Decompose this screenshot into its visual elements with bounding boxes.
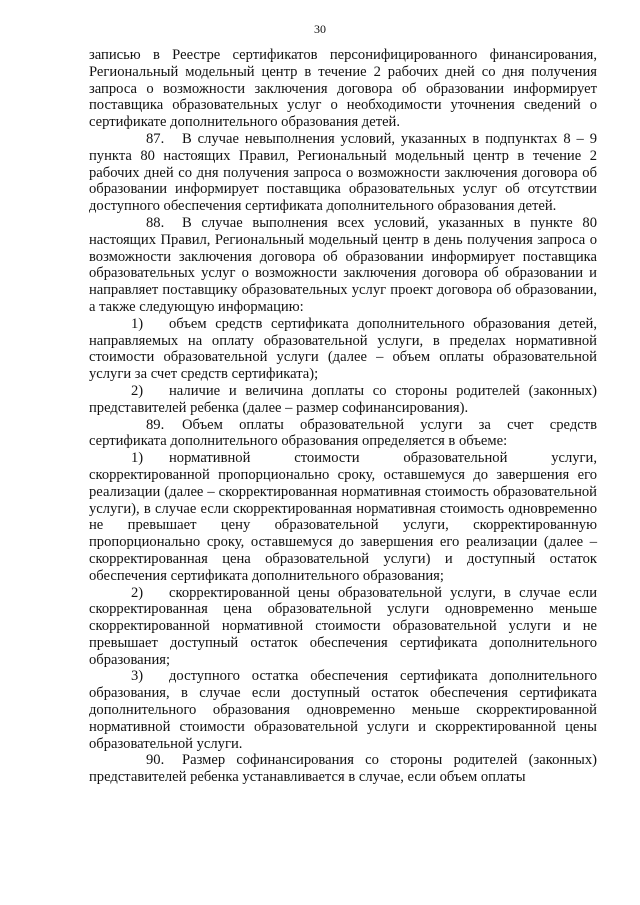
- list-item-text: наличие и величина доплаты со стороны родителей (законных) представителей ребенка (далее – размер софинансирования).: [89, 382, 597, 416]
- paragraph-text: Объем оплаты образовательной услуги за счет средств сертификата дополнительного образования определяется в объеме:: [89, 416, 597, 450]
- paragraph-90: [89, 752, 597, 786]
- page-number: 30: [314, 22, 326, 36]
- list-item-text: скорректированной цены образовательной услуги, в случае если скорректированная цена образовательной услуги одновременно меньше скорректированной нормативной стоимости образовательной услуги и не превышает доступный остаток обеспечения сертификата дополнительного образования;: [89, 584, 597, 668]
- paragraph-number: 89.: [146, 416, 165, 433]
- paragraph-text: В случае выполнения всех условий, указанных в пункте 80 настоящих Правил, Региональный модельный центр в день получения запроса о возможности заключения договора об образовании информирует поставщика образовательных услуг о возможности заключения договора об образовании и направляет поставщику образовательных услуг проект договора об образовании, а также следующую информацию:: [89, 214, 597, 315]
- paragraph-continuation: [89, 47, 597, 131]
- paragraph-text: записью в Реестре сертификатов персонифицированного финансирования, Региональный модельный центр в течение 2 рабочих дней со дня получения запроса о возможности заключения договора об образовании информирует поставщика образовательных услуг о необходимости уточнения сведений о сертификате дополнительного образования детей.: [89, 47, 597, 131]
- list-item-number: 1): [131, 315, 144, 332]
- paragraph-88: [89, 215, 597, 316]
- list-item-89-1: [89, 450, 597, 584]
- paragraph-number: 87.: [146, 130, 165, 147]
- list-item-text: нормативной стоимости образовательной услуги, скорректированной пропорционально сроку, оставшемуся до завершения его реализации (далее – скорректированная нормативная стоимость образовательной услуги), в случае если скорректированная нормативная стоимость одновременно не превышает цену образовательной услуги, скорректированную пропорционально сроку, оставшемуся до завершения его реализации (далее – скорректированная цена образовательной услуги) и доступный остаток обеспечения сертификата дополнительного образования;: [89, 450, 597, 584]
- list-item-89-2: [89, 585, 597, 669]
- paragraph-text: Размер софинансирования со стороны родителей (законных) представителей ребенка устанавливается в случае, если объем оплаты: [89, 752, 597, 786]
- list-item-88-1: [89, 316, 597, 383]
- paragraph-87: [89, 131, 597, 215]
- document-body: [89, 47, 597, 786]
- list-item-number: 2): [131, 382, 144, 399]
- list-item-text: доступного остатка обеспечения сертификата дополнительного образования, в случае если доступный остаток обеспечения сертификата дополнительного образования одновременно меньше скорректированной нормативной стоимости образовательной услуги и скорректированной цены образовательной услуги.: [89, 668, 597, 752]
- list-item-number: 1): [131, 450, 144, 467]
- paragraph-number: 88.: [146, 214, 165, 231]
- list-item-88-2: [89, 383, 597, 417]
- paragraph-number: 90.: [146, 752, 165, 769]
- list-item-89-3: [89, 668, 597, 752]
- paragraph-text: В случае невыполнения условий, указанных в подпунктах 8 – 9 пункта 80 настоящих Правил, Региональный модельный центр в течение 2 рабочих дней со дня получения запроса о возможности заключения договора об образовании информирует поставщика образовательных услуг об отсутствии доступного обеспечения сертификата дополнительного образования детей.: [89, 130, 597, 215]
- paragraph-89: [89, 417, 597, 451]
- list-item-number: 3): [131, 668, 144, 685]
- list-item-text: объем средств сертификата дополнительного образования детей, направляемых на оплату образовательной услуги, в пределах нормативной стоимости образовательной услуги (далее – объем оплаты образовательной услуги за счет средств сертификата);: [89, 315, 597, 383]
- list-item-number: 2): [131, 584, 144, 601]
